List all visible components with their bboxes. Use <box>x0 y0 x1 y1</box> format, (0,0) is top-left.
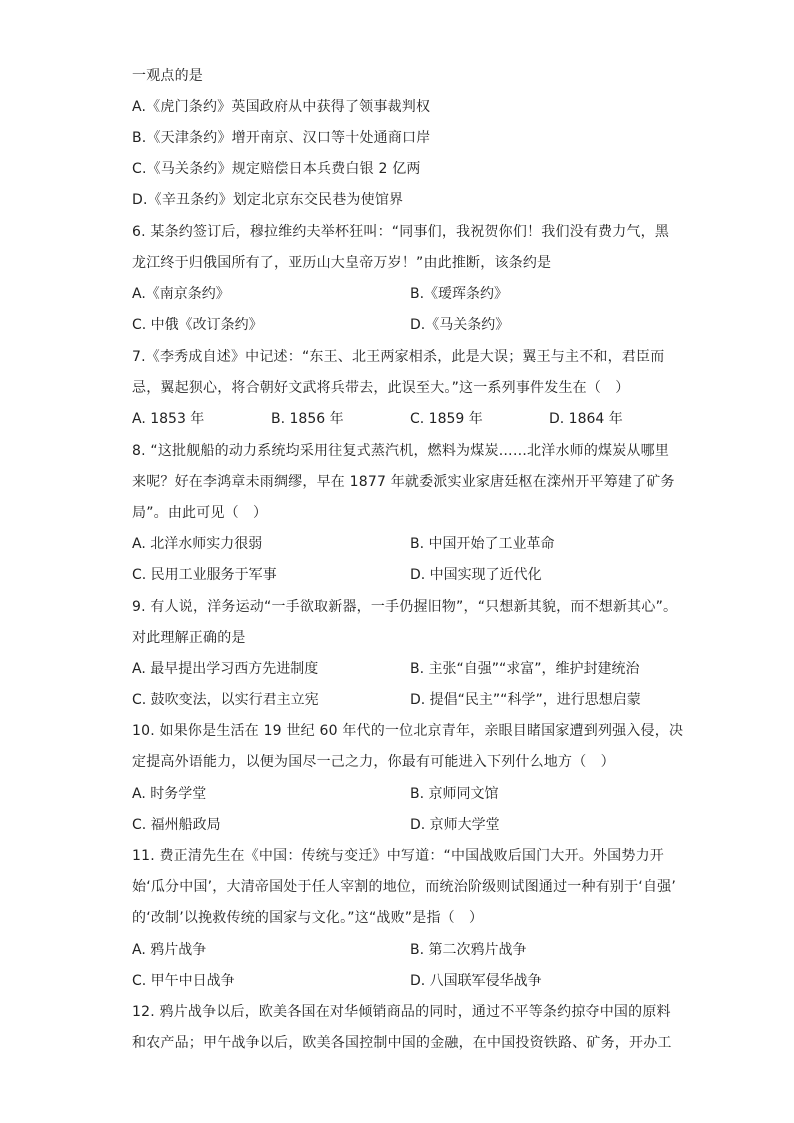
q9-option-d: D. 提倡“民主”“科学”，进行思想启蒙 <box>410 692 641 708</box>
q6-stem: 龙江终于归俄国所有了，亚历山大皇帝万岁！”由此推断，该条约是 <box>132 255 552 271</box>
q7-option-a: A. 1853 年 <box>132 411 205 427</box>
q10-stem: 定提高外语能力，以便为国尽一己之力，你最有可能进入下列什么地方（ ） <box>132 754 615 770</box>
q7-option-c: C. 1859 年 <box>410 411 483 427</box>
q11-option-d: D. 八国联军侵华战争 <box>410 973 542 989</box>
q12-stem: 12. 鸦片战争以后，欧美各国在对华倾销商品的同时，通过不平等条约掠夺中国的原料 <box>132 1004 671 1020</box>
q7-stem: 忌，翼起狈心，将合朝好文武将兵带去，此误至大。”这一系列事件发生在（ ） <box>132 380 630 396</box>
q6-option-d: D.《马关条约》 <box>410 317 510 333</box>
q11-stem: 的‘改制’以挽救传统的国家与文化。”这“战败”是指（ ） <box>132 910 484 926</box>
q11-option-b: B. 第二次鸦片战争 <box>410 942 527 958</box>
q6-stem: 6. 某条约签订后，穆拉维约夫举杯狂叫：“同事们，我祝贺你们！我们没有费力气，黑 <box>132 224 670 240</box>
q5-option-c: C.《马关条约》规定赔偿日本兵费白银 2 亿两 <box>132 161 421 177</box>
q9-option-a: A. 最早提出学习西方先进制度 <box>132 661 319 677</box>
q11-stem: 始‘瓜分中国’，大清帝国处于任人宰割的地位，而统治阶级则试图通过一种有别于‘自强’ <box>132 879 676 895</box>
q10-stem: 10. 如果你是生活在 19 世纪 60 年代的一位北京青年，亲眼目睹国家遭到列强入侵，决 <box>132 723 684 739</box>
q5-option-b: B.《天津条约》增开南京、汉口等十处通商口岸 <box>132 130 431 146</box>
q10-option-c: C. 福州船政局 <box>132 817 221 833</box>
q8-stem: 局”。由此可见（ ） <box>132 505 268 521</box>
q7-option-d: D. 1864 年 <box>549 411 623 427</box>
q8-stem: 来呢？好在李鸿章未雨绸缪，早在 1877 年就委派实业家唐廷枢在滦州开平筹建了矿务 <box>132 474 675 490</box>
q12-stem: 和农产品；甲午战争以后，欧美各国控制中国的金融，在中国投资铁路、矿务，开办工 <box>132 1035 672 1051</box>
q8-option-a: A. 北洋水师实力很弱 <box>132 536 263 552</box>
q6-option-a: A.《南京条约》 <box>132 286 230 302</box>
q6-option-b: B.《瑷珲条约》 <box>410 286 509 302</box>
q7-option-b: B. 1856 年 <box>271 411 344 427</box>
text-line: 一观点的是 <box>132 68 203 84</box>
q10-option-d: D. 京师大学堂 <box>410 817 500 833</box>
q5-option-d: D.《辛丑条约》划定北京东交民巷为使馆界 <box>132 192 404 208</box>
q9-stem: 对此理解正确的是 <box>132 630 246 646</box>
q8-option-b: B. 中国开始了工业革命 <box>410 536 555 552</box>
q8-stem: 8. “这批舰船的动力系统均采用往复式蒸汽机，燃料为煤炭……北洋水师的煤炭从哪里 <box>132 443 670 459</box>
q7-stem: 7.《李秀成自述》中记述：“东王、北王两家相杀，此是大误；翼王与主不和，君臣而 <box>132 349 665 365</box>
q10-option-a: A. 时务学堂 <box>132 786 207 802</box>
q9-stem: 9. 有人说，洋务运动“一手欲取新器，一手仍握旧物”，“只想新其貌，而不想新其心”。 <box>132 599 678 615</box>
q8-option-d: D. 中国实现了近代化 <box>410 567 542 583</box>
q9-option-b: B. 主张“自强”“求富”，维护封建统治 <box>410 661 640 677</box>
q10-option-b: B. 京师同文馆 <box>410 786 499 802</box>
q5-option-a: A.《虎门条约》英国政府从中获得了领事裁判权 <box>132 99 431 115</box>
q9-option-c: C. 鼓吹变法，以实行君主立宪 <box>132 692 319 708</box>
q11-option-c: C. 甲午中日战争 <box>132 973 235 989</box>
q11-option-a: A. 鸦片战争 <box>132 942 207 958</box>
q11-stem: 11. 费正清先生在《中国：传统与变迁》中写道：“中国战败后国门大开。外国势力开 <box>132 848 664 864</box>
q6-option-c: C. 中俄《改订条约》 <box>132 317 263 333</box>
q8-option-c: C. 民用工业服务于军事 <box>132 567 277 583</box>
